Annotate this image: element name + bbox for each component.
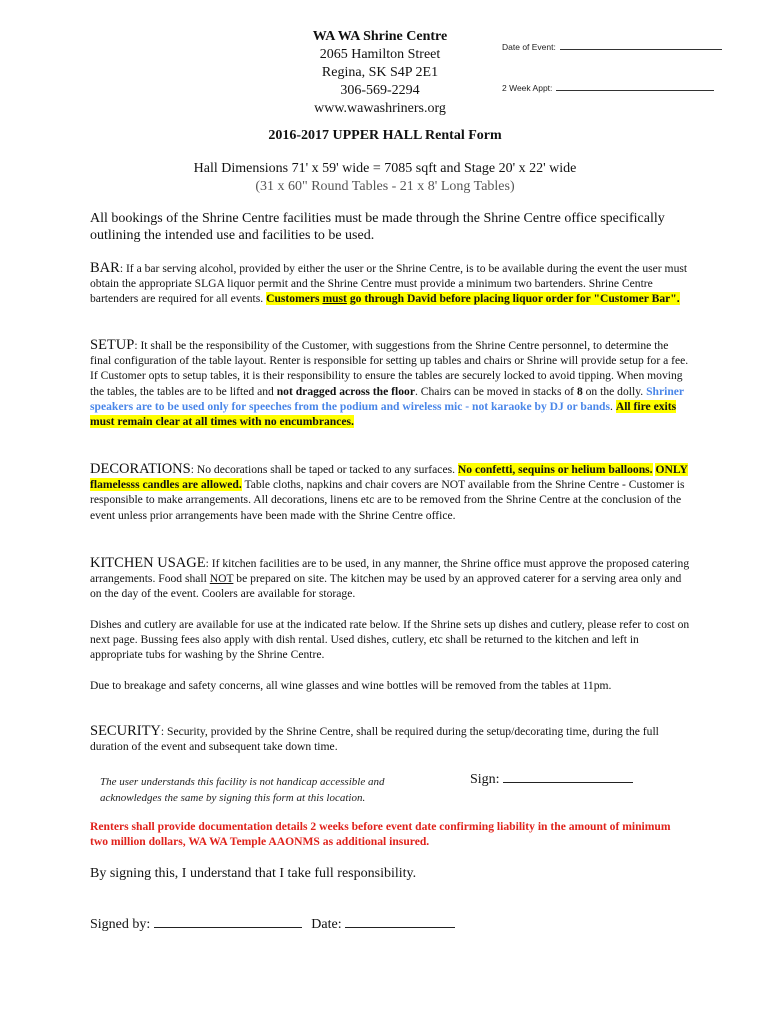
setup-bold-not-dragged: not dragged across the floor xyxy=(276,384,415,398)
security-text: : Security, provided by the Shrine Centre, shall be required during the setup/decorating time, during the full duration of the event and subsequent take down time. xyxy=(90,725,659,754)
hall-dimensions-tables: (31 x 60" Round Tables - 21 x 8' Long Tables) xyxy=(255,179,515,194)
responsibility-statement: By signing this, I understand that I take full responsibility. xyxy=(90,866,417,881)
hall-dimensions xyxy=(0,160,770,196)
signature-row xyxy=(90,915,455,933)
signed-by-label: Signed by: xyxy=(90,917,151,932)
setup-fire-exits-highlight: All fire exits must remain clear at all times with no encumbrances. xyxy=(90,399,677,429)
setup-heading: SETUP xyxy=(90,337,135,353)
date-of-event-label: Date of Event: xyxy=(502,42,556,52)
bar-highlight-b: go through David before placing liquor order for "Customer Bar". xyxy=(346,292,680,306)
decorations-section xyxy=(90,462,690,523)
signed-by-line[interactable] xyxy=(154,915,302,928)
dishes-paragraph: Dishes and cutlery are available for use at the indicated rate below. If the Shrine sets up dishes and cutlery, please refer to cost on next page. Bussing fees also apply with dish rental. Used dishes, cutlery, etc shall be returned to the kitchen and left in appropriate tubs for washing by the Shrine Centre. xyxy=(90,618,690,662)
org-street: 2065 Hamilton Street xyxy=(319,47,441,62)
breakage-paragraph: Due to breakage and safety concerns, all wine glasses and wine bottles will be removed from the tables at 11pm. xyxy=(90,679,612,692)
date-of-event-field[interactable] xyxy=(502,41,722,52)
setup-section xyxy=(90,338,690,429)
sign-line[interactable] xyxy=(503,770,633,783)
org-phone: 306-569-2294 xyxy=(340,83,420,98)
org-city: Regina, SK S4P 2E1 xyxy=(321,65,439,80)
bar-highlight-a: Customers xyxy=(266,292,323,306)
handicap-note: The user understands this facility is not handicap accessible and acknowledges the same by signing this form at this location. xyxy=(100,776,385,804)
sign-label: Sign: xyxy=(470,772,500,787)
org-name: WA WA Shrine Centre xyxy=(312,29,448,44)
date-label: Date: xyxy=(311,917,342,932)
decorations-text-2: Table cloths, napkins and chair covers are NOT available from the Shrine Centre - Customer is responsible to make arrangements. All decorations, linens etc are to be removed from the Shrine Centre at the conclusion of the event unless prior arrangements have been made with the Shrine Centre office. xyxy=(90,478,685,522)
form-title: 2016-2017 UPPER HALL Rental Form xyxy=(268,128,502,143)
setup-speakers-note: Shriner speakers are to be used only for speeches from the podium and wireless mic - not karaoke by DJ or bands xyxy=(90,384,684,413)
kitchen-section xyxy=(90,556,690,602)
decorations-candles-highlight: ONLY flamelesss candles are allowed. xyxy=(90,463,688,492)
setup-text-2: . Chairs can be moved in stacks of xyxy=(414,384,577,398)
bar-highlight-must: must xyxy=(322,292,347,306)
hall-dimensions-main: Hall Dimensions 71' x 59' wide = 7085 sqft and Stage 20' x 22' wide xyxy=(193,161,577,176)
decorations-confetti-highlight: No confetti, sequins or helium balloons. xyxy=(457,463,653,476)
decorations-text: : No decorations shall be taped or tacked to any surfaces. xyxy=(190,463,458,476)
org-address-block xyxy=(280,28,480,118)
setup-text-4: . xyxy=(610,399,616,413)
sign-field[interactable] xyxy=(470,770,633,788)
bar-heading: BAR xyxy=(90,260,120,276)
two-week-appt-field[interactable] xyxy=(502,82,714,93)
security-section xyxy=(90,724,690,754)
two-week-appt-label: 2 Week Appt: xyxy=(502,83,553,93)
security-heading: SECURITY xyxy=(90,723,161,739)
kitchen-text: : If kitchen facilities are to be used, in any manner, the Shrine office must approve the proposed catering arrangements. Food shall xyxy=(90,557,690,586)
kitchen-not: NOT xyxy=(209,572,234,586)
setup-text: : It shall be the responsibility of the Customer, with suggestions from the Shrine Centre personnel, to determine the final configuration of the table layout. Renter is responsible for setting up tables and chairs or Shrine will provide setup for a fee. If Customer opts to setup tables, it is their responsibility to ensure the tables are securely locked to avoid tipping. When moving the tables, the tables are to be lifted and xyxy=(90,339,689,398)
bar-section xyxy=(90,261,690,307)
date-of-event-line[interactable] xyxy=(560,41,722,50)
insurance-requirement: Renters shall provide documentation details 2 weeks before event date confirming liability in the amount of minimum two million dollars, WA WA Temple AAONMS as additional insured. xyxy=(90,820,671,849)
two-week-appt-line[interactable] xyxy=(556,82,714,91)
org-website: www.wawashriners.org xyxy=(314,101,446,116)
kitchen-text-2: be prepared on site. The kitchen may be used by an approved caterer for a serving area only and on the day of the event. Coolers are available for storage. xyxy=(90,572,682,601)
decorations-heading: DECORATIONS xyxy=(90,461,191,477)
bar-text: : If a bar serving alcohol, provided by either the user or the Shrine Centre, is to be available during the event the user must obtain the appropriate SLGA liquor permit and the Shrine Centre must provide a minimum two bartenders. Shrine Centre bartenders are required for all events. xyxy=(90,262,688,306)
intro-text: All bookings of the Shrine Centre facilities must be made through the Shrine Centre office specifically outlining the intended use and facilities to be used. xyxy=(90,211,665,243)
setup-text-3: on the dolly. xyxy=(582,384,647,398)
date-line[interactable] xyxy=(345,915,455,928)
kitchen-heading: KITCHEN USAGE xyxy=(90,555,206,571)
setup-bold-8: 8 xyxy=(576,384,583,398)
